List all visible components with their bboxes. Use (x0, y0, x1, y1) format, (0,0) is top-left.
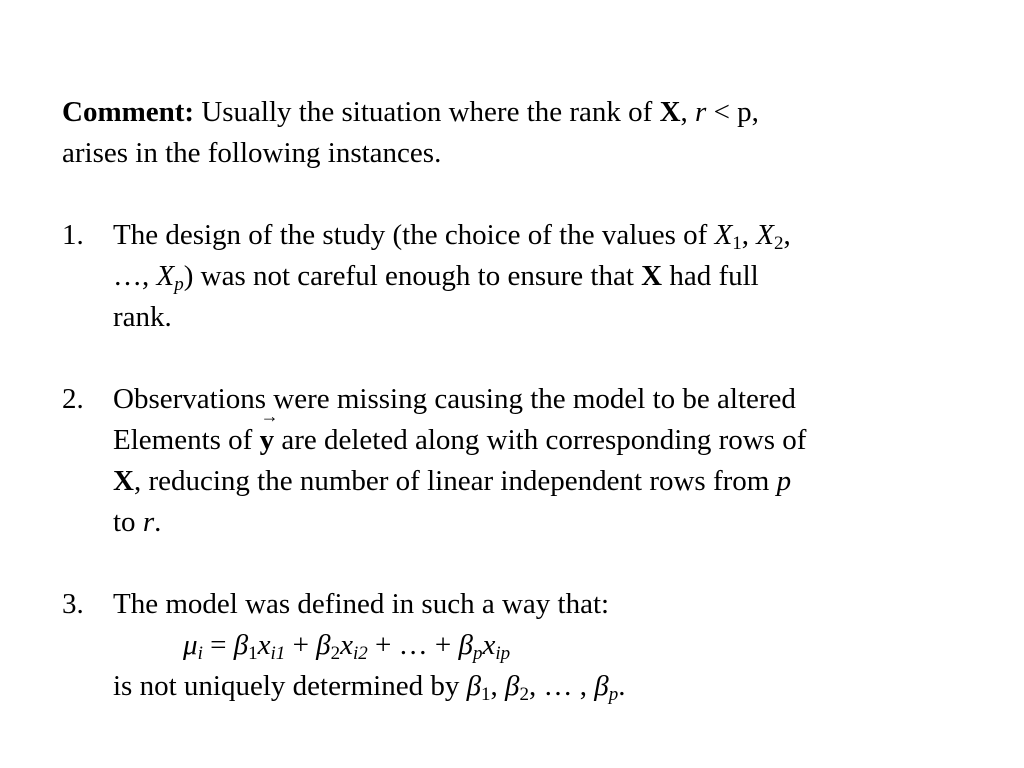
item-text: . (154, 506, 162, 538)
subscript: 2 (519, 684, 529, 705)
comment-label: Comment: (62, 96, 195, 128)
comment-text: < p, (706, 96, 759, 128)
variable-x: X (156, 260, 175, 292)
matrix-x: X (659, 96, 681, 128)
variable-x: X (756, 219, 775, 251)
symbol-beta: β (233, 629, 249, 661)
list-number: 3. (62, 588, 84, 620)
variable-x: X (714, 219, 733, 251)
subscript: 1 (732, 233, 742, 254)
list-item-1 (62, 215, 962, 338)
item-text: …, (113, 260, 157, 292)
subscript: p (472, 643, 483, 664)
item-text: , (783, 219, 791, 251)
subscript: i2 (353, 643, 368, 664)
subscript: 1 (481, 684, 491, 705)
matrix-x: X (113, 465, 134, 497)
matrix-x: X (641, 260, 663, 292)
list-item-3 (62, 584, 962, 707)
model-equation (113, 625, 962, 666)
item-text: had full (662, 260, 759, 292)
item-text: , reducing the number of linear independent rows from (133, 465, 777, 497)
subscript: p (174, 274, 184, 295)
list-item-2 (62, 379, 962, 543)
comment-text: arises in the following instances. (62, 137, 442, 169)
variable-x: x (482, 629, 496, 661)
variable-x: x (340, 629, 353, 661)
subscript: i1 (270, 643, 286, 664)
item-text: , (490, 670, 506, 702)
subscript: ip (495, 643, 511, 664)
comment-text: Usually the situation where the rank of (194, 96, 660, 128)
item-text: is not uniquely determined by (113, 670, 467, 702)
variable-p: p (776, 465, 792, 497)
list-number: 2. (62, 383, 84, 415)
symbol-beta: β (316, 629, 331, 661)
variable-x: x (257, 629, 271, 661)
subscript: i (197, 643, 203, 664)
vector-y: → y (260, 420, 275, 461)
comment-paragraph (62, 92, 962, 174)
item-text: ) was not careful enough to ensure that (183, 260, 642, 292)
slide-content (62, 92, 962, 707)
subscript: p (608, 684, 619, 705)
rank-r: r (695, 96, 707, 128)
symbol-beta: β (466, 670, 482, 702)
symbol-beta: β (594, 670, 609, 702)
plus-sign: + (285, 629, 317, 661)
item-text: The design of the study (the choice of the values of (113, 219, 715, 251)
ellipsis-terms: + … + (367, 629, 459, 661)
list-number: 1. (62, 219, 84, 251)
item-text: , (741, 219, 757, 251)
subscript: 2 (774, 233, 784, 254)
equals-sign: = (202, 629, 234, 661)
variable-r: r (142, 506, 155, 538)
item-text: rank. (113, 301, 172, 333)
subscript: 1 (248, 643, 258, 664)
item-text: are deleted along with corresponding rows of (274, 424, 807, 456)
symbol-beta: β (458, 629, 473, 661)
item-text: to (113, 506, 143, 538)
item-text: . (618, 670, 626, 702)
item-text: , … , (529, 670, 595, 702)
subscript: 2 (330, 643, 341, 664)
comment-text: , (680, 96, 696, 128)
item-text: Observations were missing causing the model to be altered (113, 383, 796, 415)
symbol-mu: μ (183, 629, 198, 661)
item-text: Elements of (113, 424, 260, 456)
item-text: The model was defined in such a way that: (113, 588, 610, 620)
symbol-beta: β (505, 670, 520, 702)
